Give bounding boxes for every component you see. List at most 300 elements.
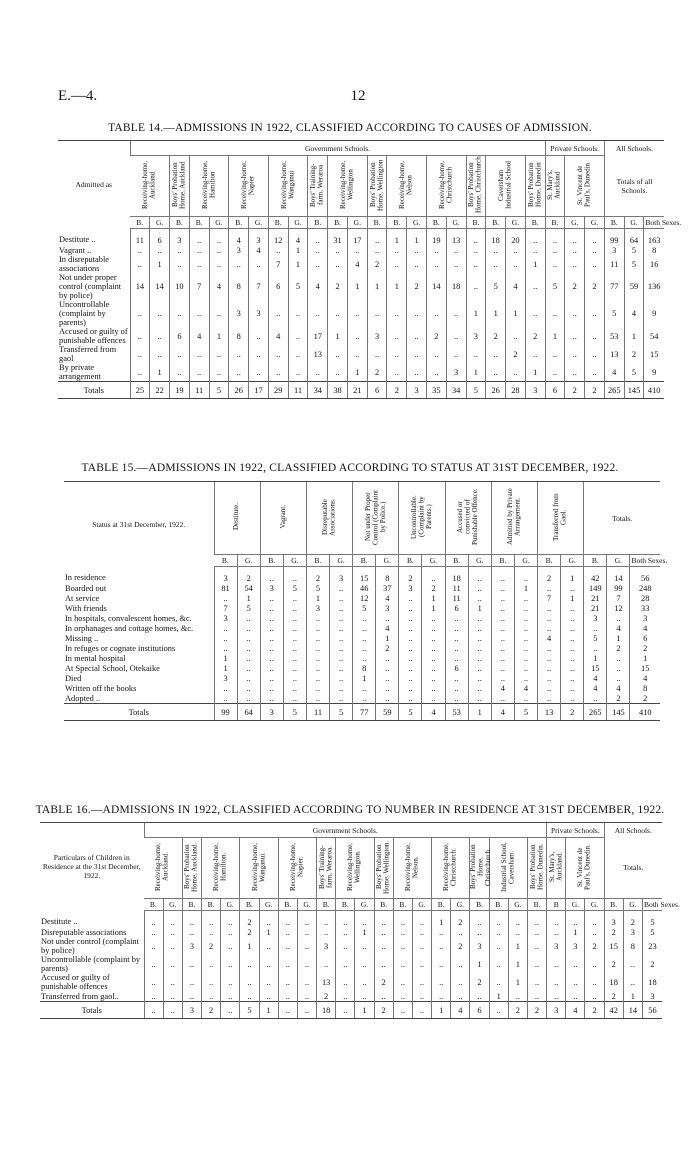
data-cell: 3 [249,300,269,327]
total-cell: 5 [209,382,229,399]
data-cell: .. [260,593,283,603]
data-cell: 54 [644,327,664,345]
sex-column-header: B. [538,555,561,567]
data-cell: .. [422,633,445,643]
row-label: In mental hospital [65,653,126,663]
data-cell: .. [445,613,468,623]
data-cell: .. [585,245,605,255]
data-cell: .. [508,927,527,937]
data-cell: 5 [288,273,308,300]
data-cell: 6 [445,663,468,673]
data-cell: .. [268,245,288,255]
data-cell: 12 [353,593,376,603]
row-label: Accused or guilty of punishable offences [41,973,110,991]
data-cell: 1 [288,255,308,273]
data-cell: 4 [209,273,229,300]
total-cell: 1 [259,1002,278,1019]
data-cell: 7 [607,593,630,603]
data-cell: .. [237,653,260,663]
data-cell: 1 [259,927,278,937]
data-cell: .. [347,327,367,345]
data-cell: .. [330,693,353,704]
total-cell: .. [278,1002,297,1019]
data-cell: .. [422,643,445,653]
data-cell: .. [163,927,182,937]
institution-name: Receiving-home, Wanganui. [250,843,267,892]
sex-column-header: B. [202,899,221,911]
institution-name: Receiving-home, Hamilton. [212,843,228,892]
data-cell: .. [189,245,209,255]
data-cell: .. [432,973,451,991]
data-cell: .. [491,653,514,663]
sex-column-header: B. [278,899,297,911]
data-cell: .. [545,345,565,363]
total-cell: .. [393,1002,412,1019]
data-cell: .. [399,643,422,653]
data-cell: 2 [630,693,660,704]
data-cell: 8 [630,683,660,693]
institution-name: Boys' Training-farm, Weraroa [309,163,325,207]
data-cell: .. [182,991,201,1002]
data-cell: .. [308,245,328,255]
data-cell: .. [288,363,308,382]
data-cell: .. [297,991,316,1002]
data-cell: .. [260,613,283,623]
sex-column-header: B. [445,555,468,567]
row-label: Uncontrollable (complaint by parents) [59,300,110,327]
data-cell: .. [468,613,491,623]
data-cell: 56 [630,567,660,584]
cause-header [214,482,260,555]
data-cell: .. [330,633,353,643]
data-cell: 14 [426,273,446,300]
data-cell: .. [144,927,163,937]
data-cell: .. [468,643,491,653]
data-cell: 1 [489,991,508,1002]
data-cell: 53 [604,327,624,345]
data-cell: 4 [189,327,209,345]
row-label: By private arrangement [59,363,101,381]
sex-column-header: B. [527,899,546,911]
institution-name: Receiving-home, Wanganui [279,161,296,210]
institution-name: Receiving-home, Nelson [398,161,414,210]
page-header [58,88,658,108]
data-cell: .. [466,345,486,363]
data-cell: 2 [451,911,470,928]
institution-name: Caversham Industrial School [497,160,513,210]
data-cell: .. [489,911,508,928]
data-cell: .. [170,245,190,255]
data-cell: 11 [445,583,468,593]
data-cell: 4 [268,327,288,345]
data-cell: .. [209,255,229,273]
data-cell: .. [432,937,451,955]
data-cell: .. [182,911,201,928]
row-label: In hospitals, convalescent homes, &c. [65,613,192,623]
total-cell: 17 [249,382,269,399]
data-cell: .. [514,623,537,633]
data-cell: .. [489,927,508,937]
total-cell: 77 [353,704,376,721]
data-cell: 3 [630,613,660,623]
cause-name: Destitute. [232,503,241,531]
data-cell: .. [538,653,561,663]
row-label: Died [65,673,82,683]
data-cell: .. [525,273,545,300]
data-cell: 4 [624,300,644,327]
total-cell: 410 [644,382,664,399]
row-label: Transferred from gaol [59,345,117,363]
total-cell: 145 [607,704,630,721]
data-cell: .. [451,927,470,937]
data-cell: .. [353,683,376,693]
data-cell: 11 [604,255,624,273]
data-cell: .. [214,633,237,643]
data-cell: 2 [426,327,446,345]
stub-label: Status at 31st December, 1922. [64,482,214,567]
row-label: Transferred from gaol.. [41,991,119,1001]
total-cell: 2 [202,1002,221,1019]
totals-label: Totals [40,1002,144,1019]
data-cell: .. [221,937,240,955]
data-cell: 3 [214,613,237,623]
institution-header [489,838,527,899]
total-cell: 1 [468,704,491,721]
institution-header [604,156,664,217]
data-cell: 2 [376,643,399,653]
sex-column-header: B. [353,555,376,567]
institution-header [268,156,308,217]
data-cell: .. [330,663,353,673]
data-cell: .. [407,345,427,363]
data-cell: .. [214,593,237,603]
total-cell: 4 [451,1002,470,1019]
data-cell: .. [489,973,508,991]
sex-column-header: B. [306,555,329,567]
institution-header [374,838,393,899]
data-cell: .. [514,643,537,653]
data-cell: .. [561,693,584,704]
data-cell: 1 [367,273,387,300]
data-cell: .. [283,673,306,683]
sex-column-header: G. [506,217,526,229]
data-cell: .. [259,937,278,955]
total-cell: 2 [561,704,584,721]
data-cell: 3 [182,937,201,955]
data-cell: .. [297,955,316,973]
data-cell: 163 [644,229,664,246]
data-cell: .. [353,633,376,643]
data-cell: .. [221,973,240,991]
data-cell: .. [491,673,514,683]
institution-header [144,838,182,899]
data-cell: .. [387,245,407,255]
total-cell: 26 [486,382,506,399]
data-cell: .. [387,300,407,327]
sex-column-header: G. [514,555,537,567]
data-cell: 5 [624,363,644,382]
data-cell: 2 [202,937,221,955]
data-cell: .. [240,991,259,1002]
data-cell: .. [288,345,308,363]
data-cell: .. [260,663,283,673]
data-cell: .. [407,327,427,345]
institution-name: Boys' Probation Home, Dunedin [526,162,543,208]
total-cell: 59 [376,704,399,721]
data-cell: 5 [604,300,624,327]
data-cell: 1 [209,327,229,345]
data-cell: .. [566,991,585,1002]
data-cell: 248 [630,583,660,593]
cause-name: Accused or convicted of Punishable Offence. [455,488,479,546]
sex-column-header: B. [170,217,190,229]
data-cell: .. [412,973,431,991]
data-cell: 8 [353,663,376,673]
data-cell: 2 [407,273,427,300]
data-cell: 7 [268,255,288,273]
sex-column-header: G. [249,217,269,229]
data-cell: .. [561,633,584,643]
data-cell: .. [229,345,249,363]
data-cell: 1 [240,937,259,955]
institution-name: Receiving-home, Hamilton [200,161,217,210]
data-cell: .. [260,673,283,683]
data-cell: .. [446,327,466,345]
data-cell: 5 [624,245,644,255]
sex-column-header: G. [283,555,306,567]
data-cell: .. [399,613,422,623]
cause-header [399,482,445,555]
data-cell: 16 [644,255,664,273]
sex-column-header: B. [545,217,565,229]
data-cell: .. [353,643,376,653]
data-cell: .. [150,345,170,363]
data-cell: .. [547,973,566,991]
sex-column-header: G. [355,899,374,911]
data-cell: .. [514,613,537,623]
institution-header [525,156,545,217]
total-cell: 5 [283,704,306,721]
data-cell: 3 [604,911,623,928]
sex-column-header: G. [451,899,470,911]
data-cell: .. [130,300,150,327]
institution-name: St. Vincent de Paul's, Dunedin. [576,844,592,890]
data-cell: 2 [604,955,623,973]
data-cell: .. [470,911,489,928]
data-cell: .. [422,693,445,704]
data-cell: .. [209,363,229,382]
sex-column-header: B. [317,899,336,911]
total-cell: 34 [308,382,328,399]
data-cell: 4 [604,363,624,382]
data-cell: 46 [353,583,376,593]
data-cell: .. [538,643,561,653]
data-cell: 13 [604,345,624,363]
data-cell: .. [259,911,278,928]
sex-column-header: G. [412,899,431,911]
data-cell: 77 [604,273,624,300]
data-cell: 15 [630,663,660,673]
data-cell: .. [393,973,412,991]
table-row [64,683,660,693]
data-cell: 1 [561,593,584,603]
sex-column-header: B. [525,217,545,229]
total-cell: .. [144,1002,163,1019]
data-cell: .. [545,363,565,382]
data-cell: 1 [470,955,489,973]
institution-name: Boys' Training-farm, Weraroa. [317,845,334,889]
data-cell: 2 [607,643,630,653]
data-cell: .. [445,693,468,704]
page-number: 12 [350,88,366,104]
cause-header [584,482,660,555]
sex-column-header: B. [268,217,288,229]
data-cell: 1 [506,300,526,327]
institution-name: Receiving-home, Auckland [141,161,157,210]
table-row [40,955,662,973]
totals-row [64,704,660,721]
sex-column-header: Both Sexes. [645,218,682,227]
sex-column-header: B. [432,899,451,911]
data-cell: .. [237,633,260,643]
data-cell: .. [237,663,260,673]
total-cell: 21 [347,382,367,399]
cause-name: Not under Proper Control (Complaint by Police.) [363,489,387,545]
data-cell: .. [163,955,182,973]
data-cell: .. [561,623,584,633]
institution-name: Receiving-home, Auckland. [154,843,170,892]
total-cell: 53 [445,704,468,721]
institution-name: Boys' Probation Home, Wellington [368,159,385,211]
data-cell: .. [182,973,201,991]
table-row [58,229,664,246]
data-cell: .. [585,973,604,991]
data-cell: .. [249,345,269,363]
data-cell: .. [514,633,537,643]
data-cell: .. [422,623,445,633]
data-cell: 1 [306,593,329,603]
data-cell: .. [426,300,446,327]
data-cell: 3 [466,327,486,345]
data-cell: .. [214,683,237,693]
institution-header [566,838,604,899]
data-cell: .. [538,683,561,693]
data-cell: .. [237,673,260,683]
data-cell: .. [330,603,353,613]
data-cell: 1 [624,327,644,345]
data-cell: 14 [150,273,170,300]
data-cell: .. [561,613,584,623]
data-cell: .. [470,991,489,1002]
cause-name: Admitted by Private Arrangement. [505,488,522,546]
total-cell: 19 [170,382,190,399]
data-cell: .. [491,603,514,613]
data-cell: .. [317,927,336,937]
data-cell: .. [545,245,565,255]
institution-name: Boys' Probation Home, Christchurch. [469,844,493,890]
data-cell: 1 [508,937,527,955]
sex-column-header: B. [486,217,506,229]
table-row [64,673,660,683]
data-cell: 5 [584,633,607,643]
data-cell: 2 [367,255,387,273]
data-cell: 2 [306,567,329,584]
data-cell: 7 [538,593,561,603]
data-cell: .. [545,229,565,246]
data-cell: .. [486,255,506,273]
total-cell: 6 [470,1002,489,1019]
institution-header [527,838,546,899]
data-cell: 2 [506,345,526,363]
data-cell: .. [376,663,399,673]
data-cell: .. [584,643,607,653]
data-cell: .. [445,643,468,653]
data-cell: .. [376,693,399,704]
data-cell: 1 [150,255,170,273]
data-cell: .. [214,693,237,704]
data-cell: .. [330,643,353,653]
total-cell: 1 [355,1002,374,1019]
table-14-caption: TABLE 14.—ADMISSIONS IN 1922, CLASSIFIED ACCORDING TO CAUSES OF ADMISSION. [108,122,592,134]
data-cell: 8 [229,327,249,345]
table-row [58,255,664,273]
data-cell: 18 [604,973,623,991]
data-cell: .. [328,345,348,363]
data-cell: .. [367,345,387,363]
data-cell: .. [446,345,466,363]
data-cell: .. [260,683,283,693]
row-label: Vagrant .. [59,245,92,255]
data-cell: .. [308,300,328,327]
data-cell: .. [407,255,427,273]
data-cell: .. [399,633,422,643]
institution-name: Boys' Probation Home, Auckland [170,161,187,209]
data-cell: .. [506,363,526,382]
total-cell: 13 [538,704,561,721]
table-15-caption: TABLE 15.—ADMISSIONS IN 1922, CLASSIFIED ACCORDING TO STATUS AT 31ST DECEMBER, 1922. [81,462,619,474]
data-cell: .. [330,653,353,663]
data-cell: .. [538,623,561,633]
data-cell: 3 [330,567,353,584]
data-cell: .. [527,911,546,928]
data-cell: .. [330,613,353,623]
data-cell: 1 [407,229,427,246]
institution-header [189,156,229,217]
data-cell: 1 [508,973,527,991]
data-cell: .. [306,653,329,663]
table-row [40,911,662,928]
institution-header [387,156,427,217]
data-cell: 3 [214,567,237,584]
data-cell: .. [308,255,328,273]
totals-label: Totals [58,382,130,399]
data-cell: .. [506,245,526,255]
data-cell: 9 [644,300,664,327]
data-cell: 19 [426,229,446,246]
data-cell: 2 [486,327,506,345]
data-cell: .. [426,345,446,363]
table-row [40,937,662,955]
data-cell: 2 [630,643,660,653]
sex-column-header: G. [163,899,182,911]
data-cell: .. [260,567,283,584]
table-row [64,663,660,673]
data-cell: 4 [288,229,308,246]
sex-column-header: B. [144,899,163,911]
sex-column-header: Both Sexes. [643,900,680,909]
stub-label: Particulars of Children in Residence at the 31st December, 1922. [40,823,144,911]
data-cell: 3 [367,327,387,345]
